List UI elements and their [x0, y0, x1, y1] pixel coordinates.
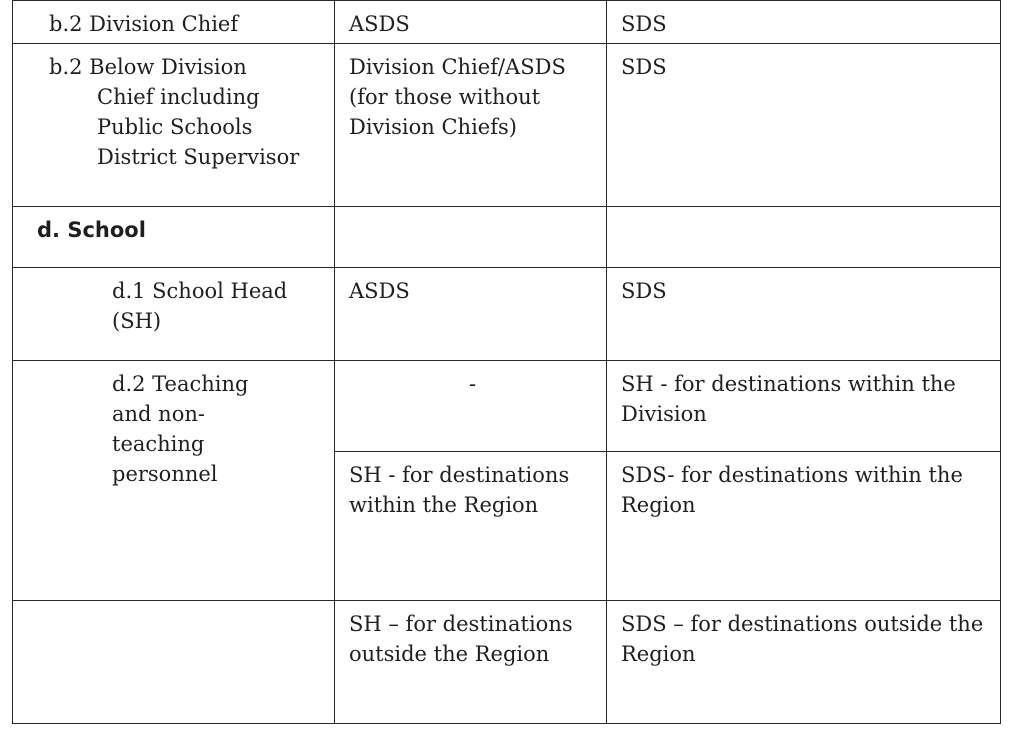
approver-cell: [335, 361, 607, 452]
document-page: [12, 0, 1000, 750]
table-row: [13, 1, 1001, 44]
position-label-lead: b.2 Below Division: [49, 55, 247, 79]
approver-cell: [335, 207, 607, 268]
empty-dash: -: [468, 372, 477, 396]
table-row: [13, 268, 1001, 361]
final-approver-cell: [607, 207, 1001, 268]
final-approver-cell: SDS: [607, 44, 1001, 207]
table-row: [13, 601, 1001, 724]
position-cell: [13, 268, 335, 361]
position-label: [27, 9, 324, 39]
position-cell: [13, 44, 335, 207]
table-row: [13, 44, 1001, 207]
section-cell: [13, 207, 335, 268]
final-approver-cell: SDS – for destinations outside the Region: [607, 601, 1001, 724]
position-cell: [13, 1, 335, 44]
position-label: [27, 52, 324, 172]
final-approver-cell: SDS: [607, 268, 1001, 361]
table-row: [13, 361, 1001, 452]
approver-cell: SH – for destinations outside the Region: [335, 601, 607, 724]
final-approver-cell: SDS- for destinations within the Region: [607, 452, 1001, 601]
position-cell: [13, 361, 335, 601]
approval-table: [12, 0, 1001, 724]
position-label-lead: b.2 Division Chief: [49, 12, 239, 36]
approver-cell: Division Chief/ASDS (for those without Division Chiefs): [335, 44, 607, 207]
final-approver-cell: SDS: [607, 1, 1001, 44]
approver-cell: ASDS: [335, 268, 607, 361]
position-cell: [13, 601, 335, 724]
final-approver-cell: SH - for destinations within the Division: [607, 361, 1001, 452]
position-label: d.2 Teaching and non-teaching personnel: [112, 372, 249, 486]
section-heading: d. School: [37, 218, 146, 242]
table-row: [13, 207, 1001, 268]
position-label: d.1 School Head (SH): [112, 279, 288, 333]
approver-cell: ASDS: [335, 1, 607, 44]
approver-cell: SH - for destinations within the Region: [335, 452, 607, 601]
position-label-continuation: Chief including Public Schools District Supervisor: [97, 85, 300, 169]
